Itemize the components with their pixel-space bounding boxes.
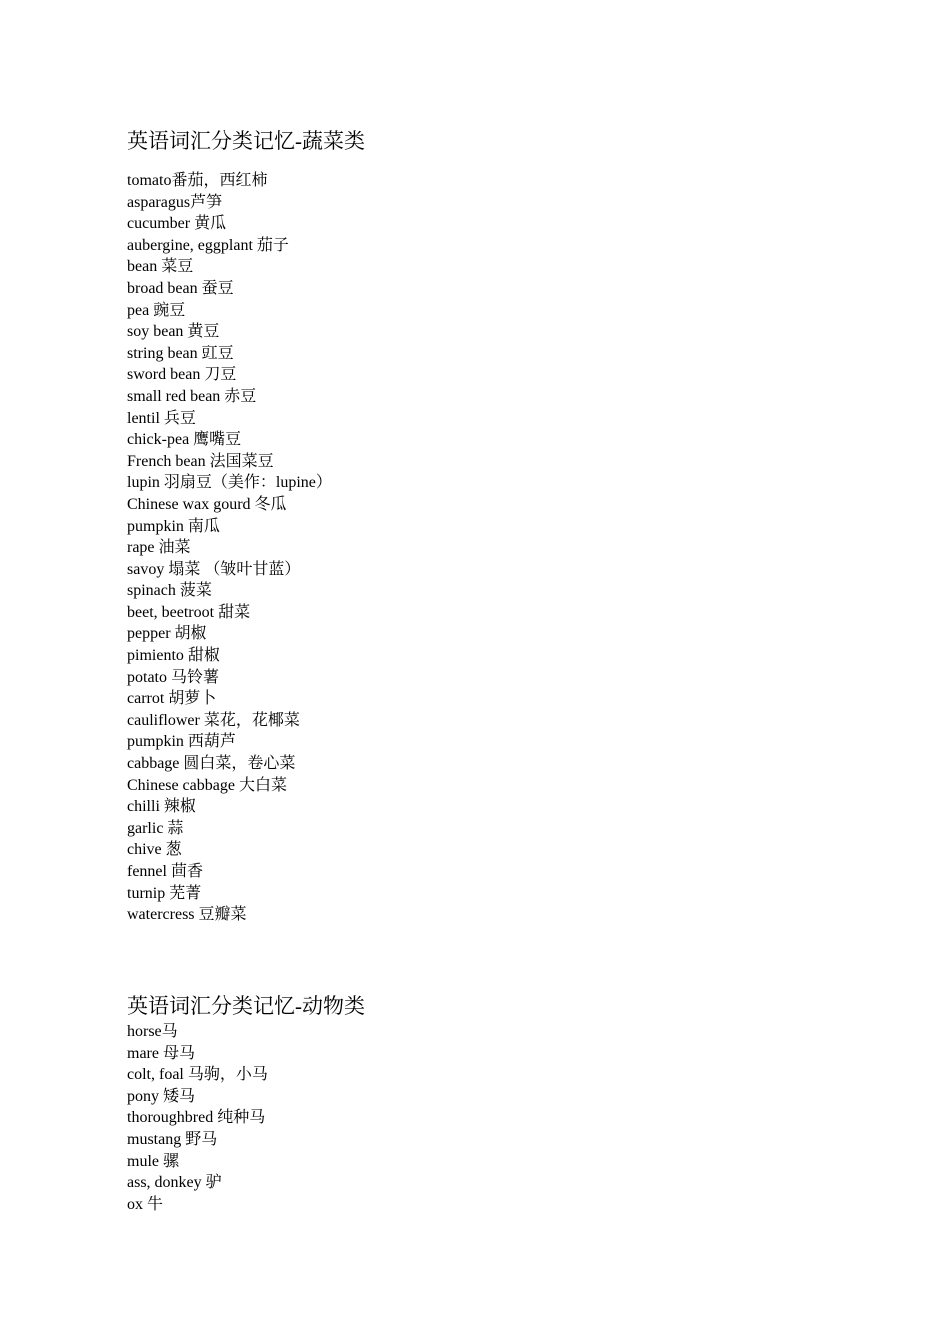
vocabulary-entry: tomato番茄，西红柿 [127, 172, 268, 189]
vocabulary-entry: asparagus芦笋 [127, 193, 223, 211]
vocabulary-entry: pea 豌豆 [127, 301, 186, 319]
animals-section [127, 991, 827, 1215]
vocabulary-entry: cauliflower 菜花，花椰菜 [127, 711, 300, 729]
vocabulary-entry: soy bean 黄豆 [127, 323, 220, 341]
vocabulary-entry: garlic 蒜 [127, 819, 184, 837]
vocabulary-entry: ass, donkey 驴 [127, 1174, 222, 1192]
vocabulary-entry: small red bean 赤豆 [127, 387, 257, 405]
vocabulary-entry: rape 油菜 [127, 539, 191, 557]
vocabulary-entry: horse马 [127, 1023, 178, 1040]
vocabulary-entry: fennel 茴香 [127, 863, 203, 880]
vocabulary-entry: chilli 辣椒 [127, 798, 196, 816]
vocabulary-entry: French bean 法国菜豆 [127, 452, 274, 470]
vocabulary-entry: ox 牛 [127, 1195, 164, 1213]
vocabulary-entry: thoroughbred 纯种马 [127, 1109, 266, 1127]
vocabulary-entry: lupin 羽扇豆（美作：lupine） [127, 474, 332, 492]
vocabulary-entry: cabbage 圆白菜，卷心菜 [127, 755, 296, 773]
vocabulary-entry: beet, beetroot 甜菜 [127, 603, 251, 621]
vocabulary-entry: lentil 兵豆 [127, 409, 196, 427]
vocabulary-list [127, 1021, 827, 1215]
vocabulary-entry: sword bean 刀豆 [127, 366, 237, 384]
vocabulary-entry: pumpkin 南瓜 [127, 517, 220, 535]
vocabulary-entry: savoy 塌菜 （皱叶甘蓝） [127, 560, 301, 578]
vocabulary-entry: mule 骡 [127, 1152, 179, 1170]
vocabulary-entry: turnip 芜菁 [127, 884, 202, 902]
vocabulary-entry: Chinese wax gourd 冬瓜 [127, 495, 287, 513]
vocabulary-entry: spinach 菠菜 [127, 582, 212, 600]
vocabulary-entry: pumpkin 西葫芦 [127, 733, 236, 751]
section-heading: 英语词汇分类记忆-蔬菜类 [127, 129, 365, 153]
vocabulary-entry: pepper 胡椒 [127, 625, 207, 643]
vocabulary-entry: Chinese cabbage 大白菜 [127, 776, 287, 794]
vocabulary-entry: watercress 豆瓣菜 [127, 906, 247, 924]
vocabulary-entry: broad bean 蚕豆 [127, 279, 234, 297]
vocabulary-entry: colt, foal 马驹，小马 [127, 1066, 268, 1084]
vocabulary-entry: cucumber 黄瓜 [127, 215, 227, 233]
vocabulary-entry: pony 矮马 [127, 1087, 196, 1105]
section-heading: 英语词汇分类记忆-动物类 [127, 994, 365, 1018]
vocabulary-entry: carrot 胡萝卜 [127, 690, 217, 708]
vocabulary-list [127, 170, 827, 926]
vocabulary-entry: chick-pea 鹰嘴豆 [127, 431, 242, 449]
vocabulary-entry: string bean 豇豆 [127, 344, 234, 362]
vegetables-section [127, 126, 827, 926]
vocabulary-entry: chive 葱 [127, 841, 182, 859]
vocabulary-entry: pimiento 甜椒 [127, 647, 220, 665]
vocabulary-entry: potato 马铃薯 [127, 668, 219, 686]
vocabulary-entry: bean 菜豆 [127, 258, 194, 276]
vocabulary-entry: mustang 野马 [127, 1130, 218, 1148]
vocabulary-entry: aubergine, eggplant 茄子 [127, 236, 289, 254]
vocabulary-entry: mare 母马 [127, 1044, 195, 1062]
